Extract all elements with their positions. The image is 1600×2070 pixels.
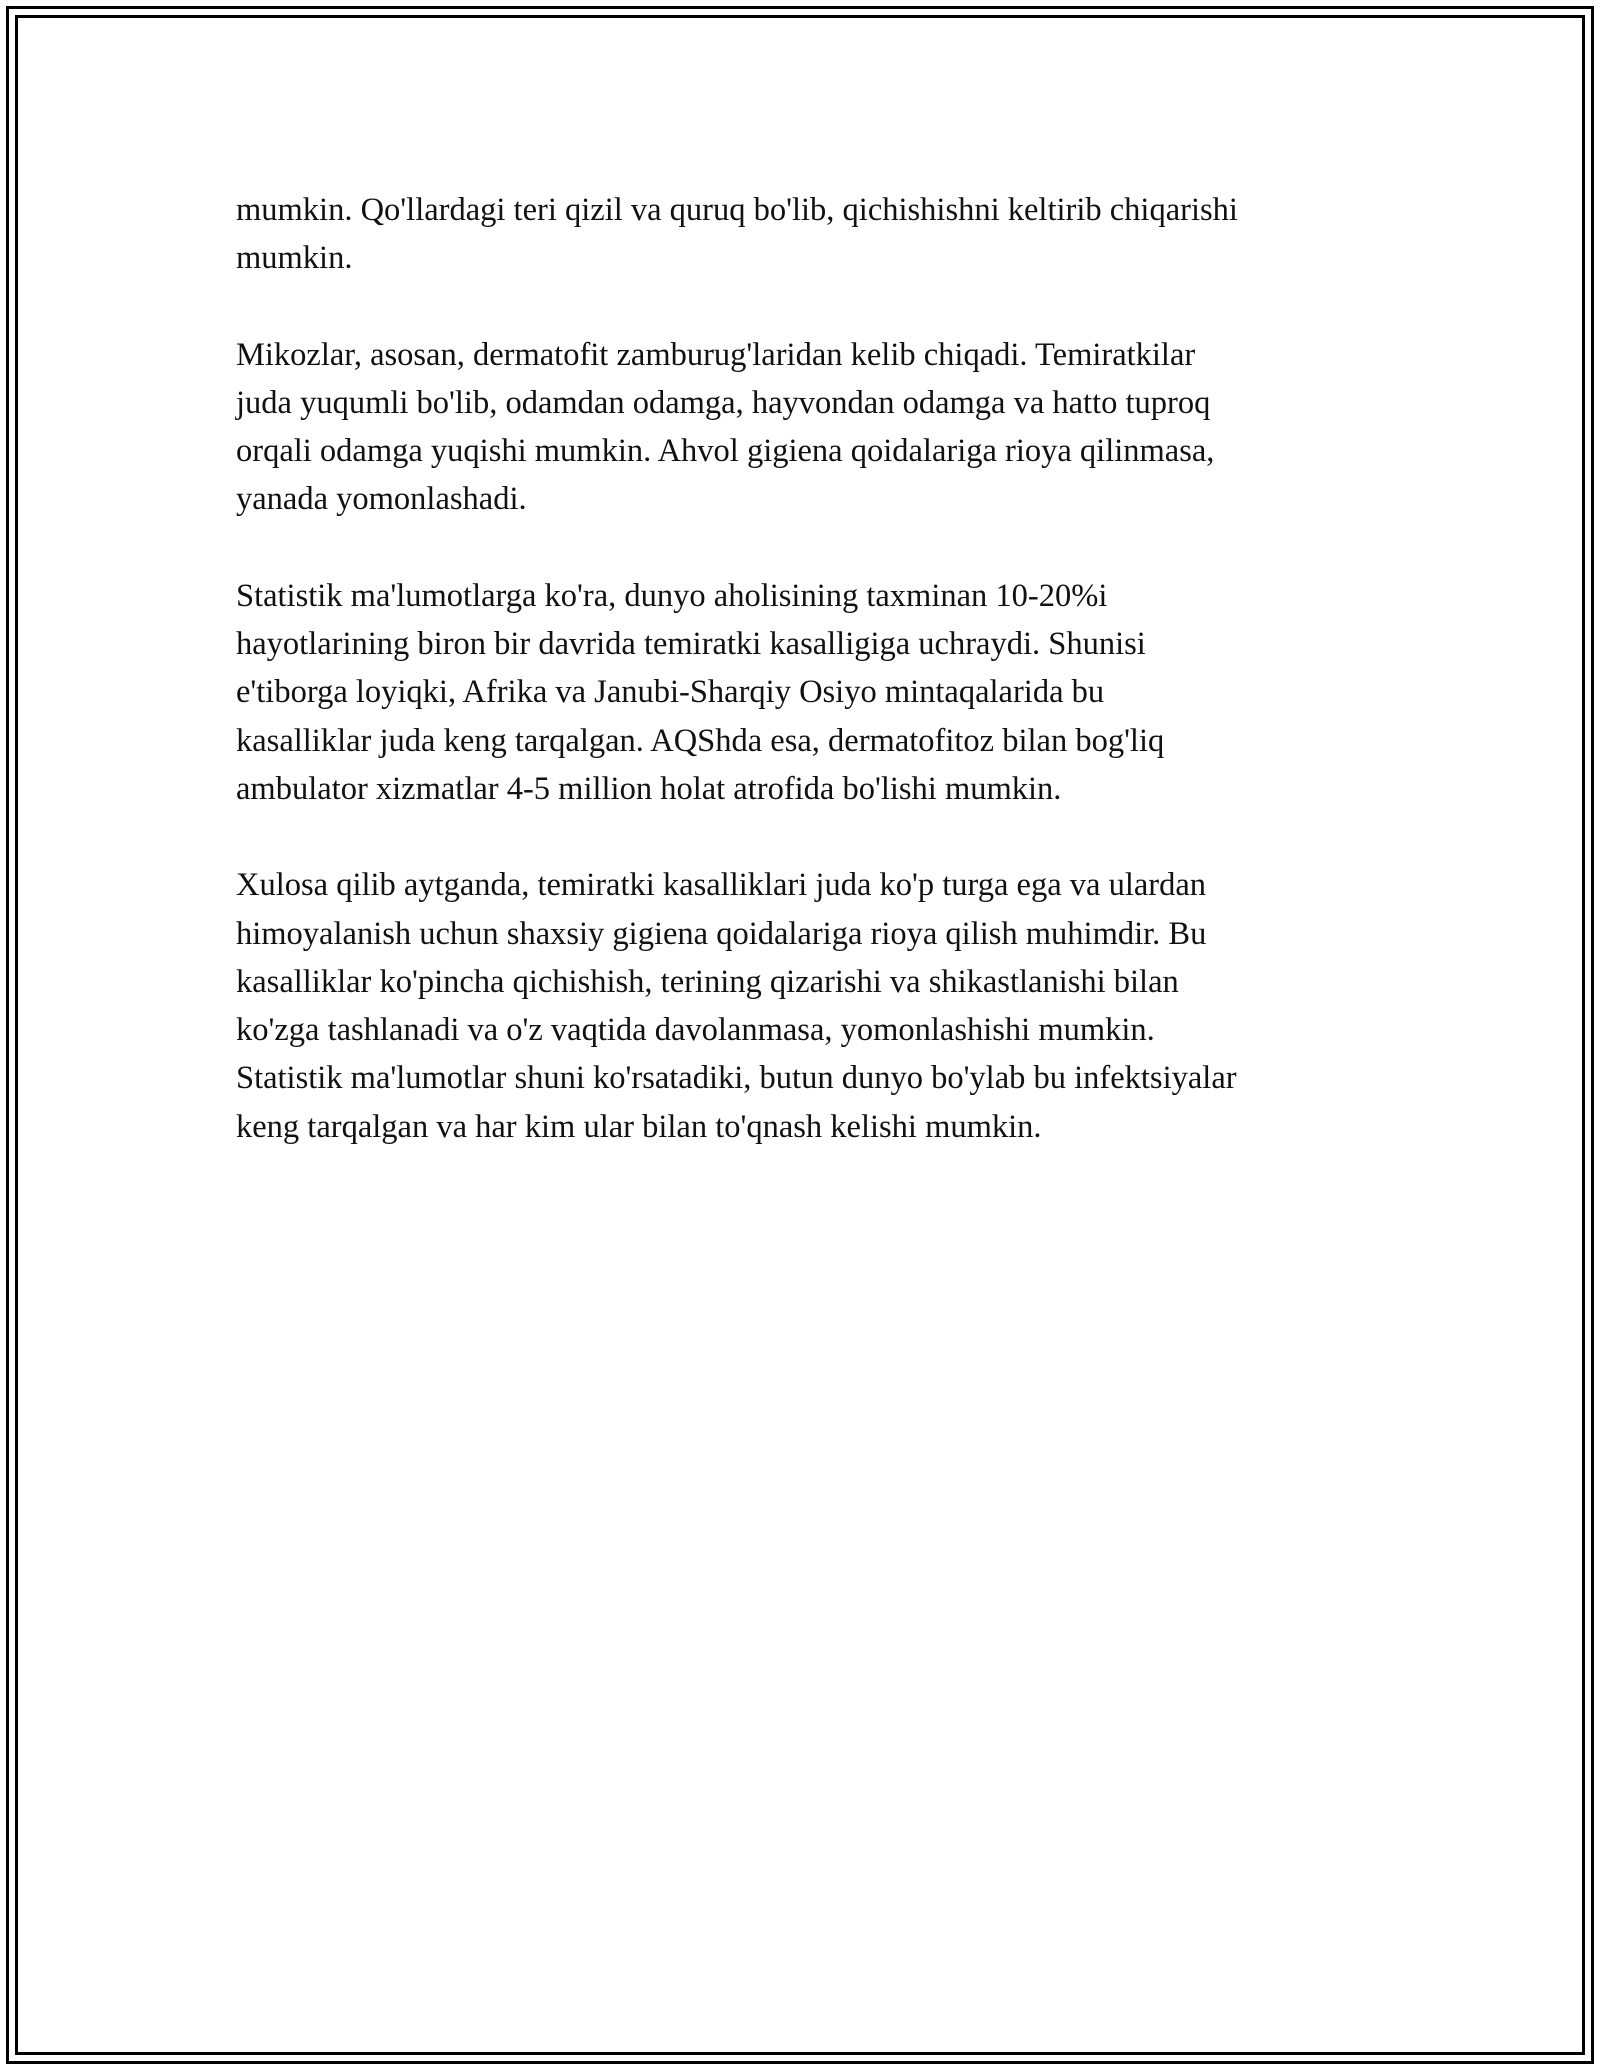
paragraph-3: Statistik ma'lumotlarga ko'ra, dunyo aholisining taxminan 10-20%i hayotlarining biron bir davrida temiratki kasalligiga uchraydi. Shunisi e'tiborga loyiqki, Afrika va Janubi-Sharqiy Osiyo mintaqalarida bu kasalliklar juda keng tarqalgan. AQShda esa, dermatofitoz bilan bog'liq ambulator xizmatlar 4-5 million holat atrofida bo'lishi mumkin.: [236, 577, 1165, 807]
paragraph-4: Xulosa qilib aytganda, temiratki kasalliklari juda ko'p turga ega va ulardan himoyalanish uchun shaxsiy gigiena qoidalariga rioya qilish muhimdir. Bu kasalliklar ko'pincha qichishish, terining qizarishi va shikastlanishi bilan ko'zga tashlanadi va o'z vaqtida davolanmasa, yomonlashishi mumkin. Statistik ma'lumotlar shuni ko'rsatadiki, butun dunyo bo'ylab bu infektsiyalar keng tarqalgan va har kim ular bilan to'qnash kelishi mumkin.: [236, 867, 1237, 1145]
paragraph-2: Mikozlar, asosan, dermatofit zamburug'laridan kelib chiqadi. Temiratkilar juda yuqumli bo'lib, odamdan odamga, hayvondan odamga va hatto tuproq orqali odamga yuqishi mumkin. Ahvol gigiena qoidalariga rioya qilinmasa, yanada yomonlashadi.: [236, 336, 1215, 518]
document-body: [236, 186, 1376, 1199]
paragraph-1: mumkin. Qo'llardagi teri qizil va quruq bo'lib, qichishishni keltirib chiqarishi mumkin.: [236, 192, 1238, 277]
